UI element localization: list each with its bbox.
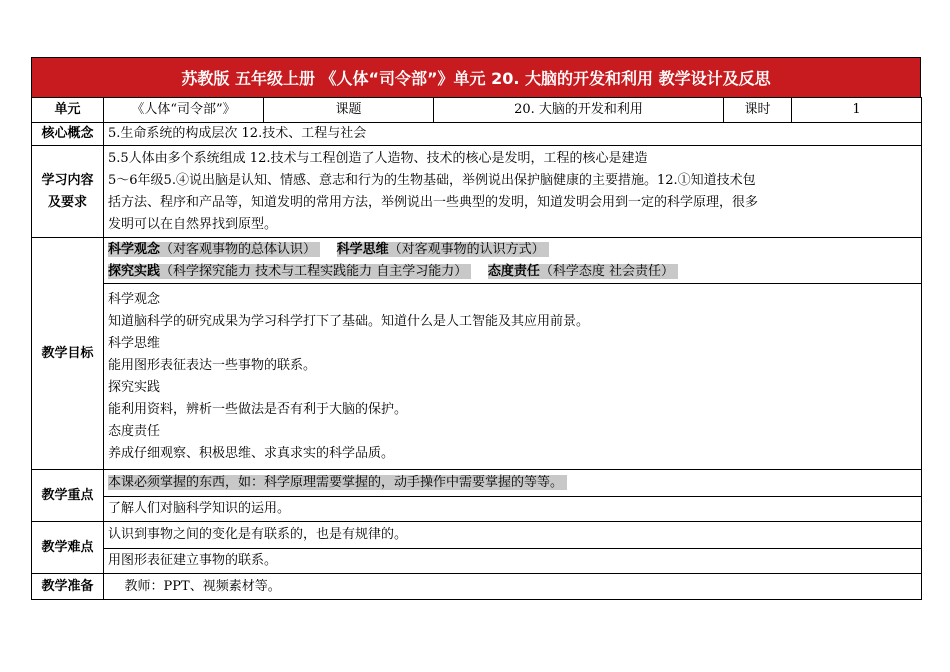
goal-line: 科学观念 (108, 291, 161, 307)
hours-label: 课时 (724, 98, 792, 123)
goal-dims-line2 (108, 261, 917, 283)
dim-science-concept: 科学观念（对客观事物的总体认识） (108, 242, 320, 257)
dim-science-thinking: 科学思维（对客观事物的认识方式） (337, 242, 549, 257)
goal-dimensions (104, 238, 922, 284)
goals-content-row (32, 284, 922, 470)
key-points-row (32, 497, 922, 522)
difficulties-row-1 (32, 522, 922, 549)
goal-line: 能利用资料，辨析一些做法是否有利于大脑的保护。 (108, 401, 408, 417)
requirements-label (32, 146, 104, 238)
preparation-value: 教师：PPT、视频素材等。 (104, 574, 922, 600)
lesson-plan-table (31, 97, 922, 600)
key-points-hint: 本课必须掌握的东西，如：科学原理需要掌握的，动手操作中需要掌握的等等。 (108, 475, 567, 490)
document-title: 苏教版 五年级上册 《人体“司令部”》单元 20. 大脑的开发和利用 教学设计及反思 (31, 57, 921, 97)
preparation-label: 教学准备 (32, 574, 104, 600)
goal-line: 能用图形表征表达一些事物的联系。 (108, 357, 317, 373)
requirements-line: 括方法、程序和产品等，知道发明的常用方法，举例说出一些典型的发明，知道发明会用到一定的科学原理，很多 (108, 194, 759, 210)
lesson-plan-document (31, 57, 921, 600)
difficulties-line: 认识到事物之间的变化是有联系的，也是有规律的。 (104, 522, 922, 549)
goal-dimensions-row (32, 238, 922, 284)
preparation-row (32, 574, 922, 600)
goal-line: 态度责任 (108, 423, 161, 439)
goal-line: 知道脑科学的研究成果为学习科学打下了基础。知道什么是人工智能及其应用前景。 (108, 313, 590, 329)
key-points-hint-row (32, 470, 922, 497)
requirements-row (32, 146, 922, 238)
header-row (32, 98, 922, 123)
topic-label: 课题 (264, 98, 434, 123)
dim-attitude-responsibility: 态度责任（科学态度 社会责任） (488, 264, 678, 279)
key-points-hint-cell (104, 470, 922, 497)
core-row (32, 123, 922, 146)
key-points-label: 教学重点 (32, 470, 104, 522)
requirements-line: 5.5人体由多个系统组成 12.技术与工程创造了人造物、技术的核心是发明，工程的核心是建造 (108, 150, 648, 166)
goal-dims-line1 (108, 239, 917, 261)
requirements-label-line2: 及要求 (47, 194, 87, 210)
hours-value: 1 (792, 98, 922, 123)
requirements-label-line1: 学习内容 (41, 172, 94, 188)
key-points-value: 了解人们对脑科学知识的运用。 (104, 497, 922, 522)
unit-value: 《人体“司令部”》 (104, 98, 264, 123)
difficulties-row-2 (32, 549, 922, 574)
dim-inquiry-practice: 探究实践（科学探究能力 技术与工程实践能力 自主学习能力） (108, 264, 471, 279)
requirements-line: 5～6年级5.④说出脑是认知、情感、意志和行为的生物基础，举例说出保护脑健康的主要措施。12.①知道技术包 (108, 172, 756, 188)
unit-label: 单元 (32, 98, 104, 123)
goal-line: 养成仔细观察、积极思维、求真求实的科学品质。 (108, 445, 395, 461)
topic-value: 20. 大脑的开发和利用 (434, 98, 724, 123)
difficulties-label: 教学难点 (32, 522, 104, 574)
core-value: 5.生命系统的构成层次 12.技术、工程与社会 (104, 123, 922, 146)
difficulties-line: 用图形表征建立事物的联系。 (104, 549, 922, 574)
requirements-content (104, 146, 922, 238)
goal-line: 科学思维 (108, 335, 161, 351)
requirements-line: 发明可以在自然界找到原型。 (108, 216, 278, 232)
goals-label: 教学目标 (32, 238, 104, 470)
goal-line: 探究实践 (108, 379, 161, 395)
core-label: 核心概念 (32, 123, 104, 146)
goals-content (104, 284, 922, 470)
